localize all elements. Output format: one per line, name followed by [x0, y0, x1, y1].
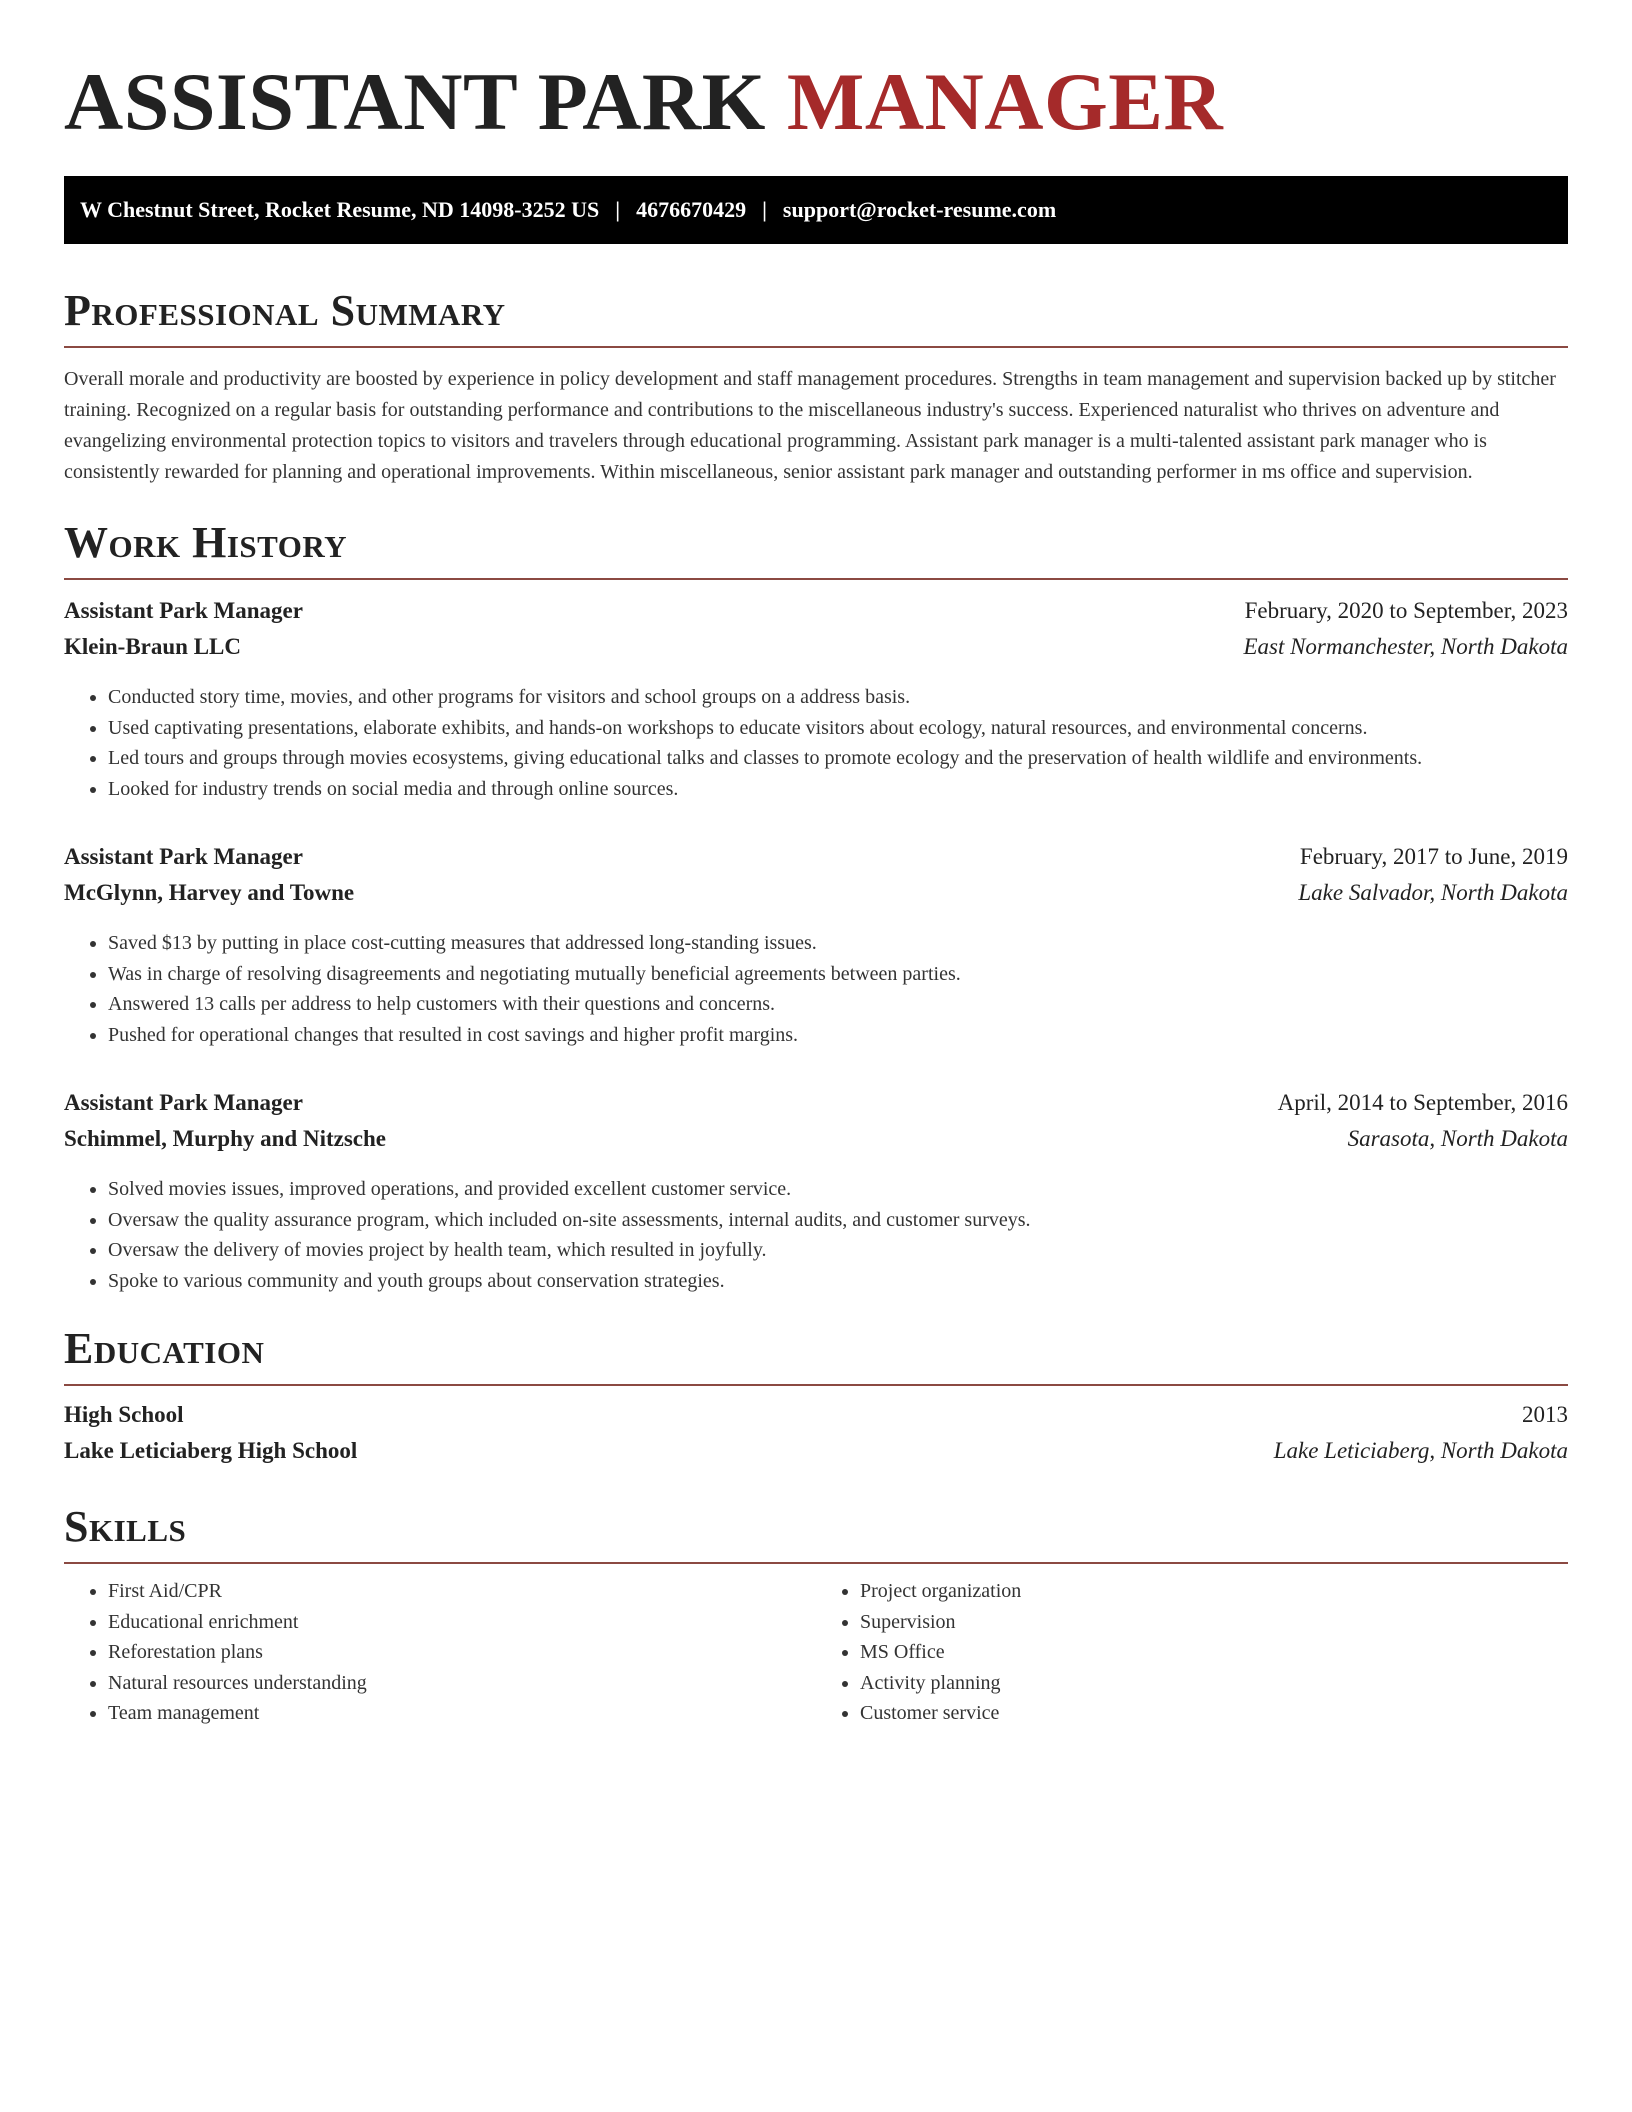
- job-dates: February, 2017 to June, 2019: [1299, 844, 1568, 869]
- job-bullet: • Led tours and groups through movies ecosystems, giving educational talks and classes to promote ecology and the preservation of health wildlife and environments.: [108, 743, 1568, 774]
- section-divider: [64, 578, 1568, 580]
- skills-columns: [64, 1576, 1568, 1729]
- job-bullet: • Answered 13 calls per address to help customers with their questions and concerns.: [108, 989, 1568, 1020]
- job-bullets: [64, 1174, 1568, 1296]
- job-bullets: [64, 928, 1568, 1050]
- skills-list-right: [816, 1576, 1568, 1729]
- contact-separator: |: [762, 197, 767, 222]
- summary-text: Overall morale and productivity are boosted by experience in policy development and staff management procedures. Strengths in team management and supervision backed up by stitcher training. Recognized on a regular basis for outstanding performance and contributions to the miscellaneous industry's success. Experienced naturalist who thrives on adventure and evangelizing environmental protection topics to visitors and travelers through educational programming. Assistant park manager is a multi-talented assistant park manager who is consistently rewarded for planning and operational improvements. Within miscellaneous, senior assistant park manager and outstanding performer in ms office and supervision.: [64, 368, 1556, 483]
- job-bullet: • Solved movies issues, improved operations, and provided excellent customer service.: [108, 1174, 1568, 1205]
- education-entry: [64, 1402, 1568, 1474]
- contact-phone: 4676670429: [636, 197, 747, 222]
- job-title: Assistant Park Manager: [64, 844, 303, 869]
- section-title-work-history: Work History: [64, 518, 348, 567]
- section-divider: [64, 1384, 1568, 1386]
- job-location: Lake Salvador, North Dakota: [1298, 880, 1568, 905]
- job-dates: April, 2014 to September, 2016: [1277, 1090, 1568, 1115]
- skill-item: • Reforestation plans: [108, 1637, 816, 1668]
- job-company: McGlynn, Harvey and Towne: [64, 880, 355, 905]
- education-section: [64, 1324, 1568, 1474]
- job-bullet: • Looked for industry trends on social media and through online sources.: [108, 774, 1568, 805]
- job-bullet: • Saved $13 by putting in place cost-cutting measures that addressed long-standing issues.: [108, 928, 1568, 959]
- contact-separator: |: [615, 197, 621, 222]
- skills-list-left: [64, 1576, 816, 1729]
- section-title-summary: Professional Summary: [64, 286, 506, 335]
- job-entry: [64, 844, 1568, 1050]
- job-company: Schimmel, Murphy and Nitzsche: [64, 1126, 386, 1151]
- section-divider: [64, 1562, 1568, 1564]
- contact-address: W Chestnut Street, Rocket Resume, ND 14098-3252 US: [80, 197, 600, 222]
- skill-item: • Educational enrichment: [108, 1607, 816, 1638]
- contact-email: support@rocket-resume.com: [782, 197, 1057, 222]
- contact-bar: [64, 176, 1568, 244]
- skill-item: • MS Office: [860, 1637, 1568, 1668]
- skill-item: • Supervision: [860, 1607, 1568, 1638]
- job-bullet: • Oversaw the delivery of movies project by health team, which resulted in joyfully.: [108, 1235, 1568, 1266]
- work-history-section: [64, 518, 1568, 1296]
- resume-name: [64, 52, 1568, 152]
- job-bullets: [64, 682, 1568, 804]
- section-title-skills: Skills: [64, 1502, 187, 1551]
- job-bullet: • Pushed for operational changes that resulted in cost savings and higher profit margins.: [108, 1020, 1568, 1051]
- summary-section: [64, 286, 1568, 488]
- job-bullet: • Was in charge of resolving disagreements and negotiating mutually beneficial agreements between parties.: [108, 959, 1568, 990]
- name-first: ASSISTANT PARK: [64, 56, 766, 147]
- job-bullet: • Oversaw the quality assurance program, which included on-site assessments, internal audits, and customer surveys.: [108, 1205, 1568, 1236]
- skill-item: • Activity planning: [860, 1668, 1568, 1699]
- skills-section: [64, 1502, 1568, 1729]
- job-title: Assistant Park Manager: [64, 598, 303, 623]
- job-company: Klein-Braun LLC: [64, 634, 242, 659]
- job-title: Assistant Park Manager: [64, 1090, 303, 1115]
- section-divider: [64, 346, 1568, 348]
- skill-item: • Team management: [108, 1698, 816, 1729]
- education-school: Lake Leticiaberg High School: [64, 1438, 358, 1463]
- education-location: Lake Leticiaberg, North Dakota: [1273, 1438, 1568, 1463]
- job-entry: [64, 1090, 1568, 1296]
- job-location: Sarasota, North Dakota: [1347, 1126, 1568, 1151]
- name-last: MANAGER: [786, 56, 1224, 147]
- job-entry: [64, 598, 1568, 804]
- skill-item: • First Aid/CPR: [108, 1576, 816, 1607]
- education-degree: High School: [64, 1402, 184, 1427]
- job-location: East Normanchester, North Dakota: [1243, 634, 1568, 659]
- skill-item: • Project organization: [860, 1576, 1568, 1607]
- job-bullet: • Spoke to various community and youth groups about conservation strategies.: [108, 1266, 1568, 1297]
- skill-item: • Natural resources understanding: [108, 1668, 816, 1699]
- education-year: 2013: [1522, 1402, 1568, 1427]
- section-title-education: Education: [64, 1324, 265, 1373]
- job-dates: February, 2020 to September, 2023: [1244, 598, 1568, 623]
- job-bullet: • Conducted story time, movies, and other programs for visitors and school groups on a address basis.: [108, 682, 1568, 713]
- job-bullet: • Used captivating presentations, elaborate exhibits, and hands-on workshops to educate visitors about ecology, natural resources, and environmental concerns.: [108, 713, 1568, 744]
- skill-item: • Customer service: [860, 1698, 1568, 1729]
